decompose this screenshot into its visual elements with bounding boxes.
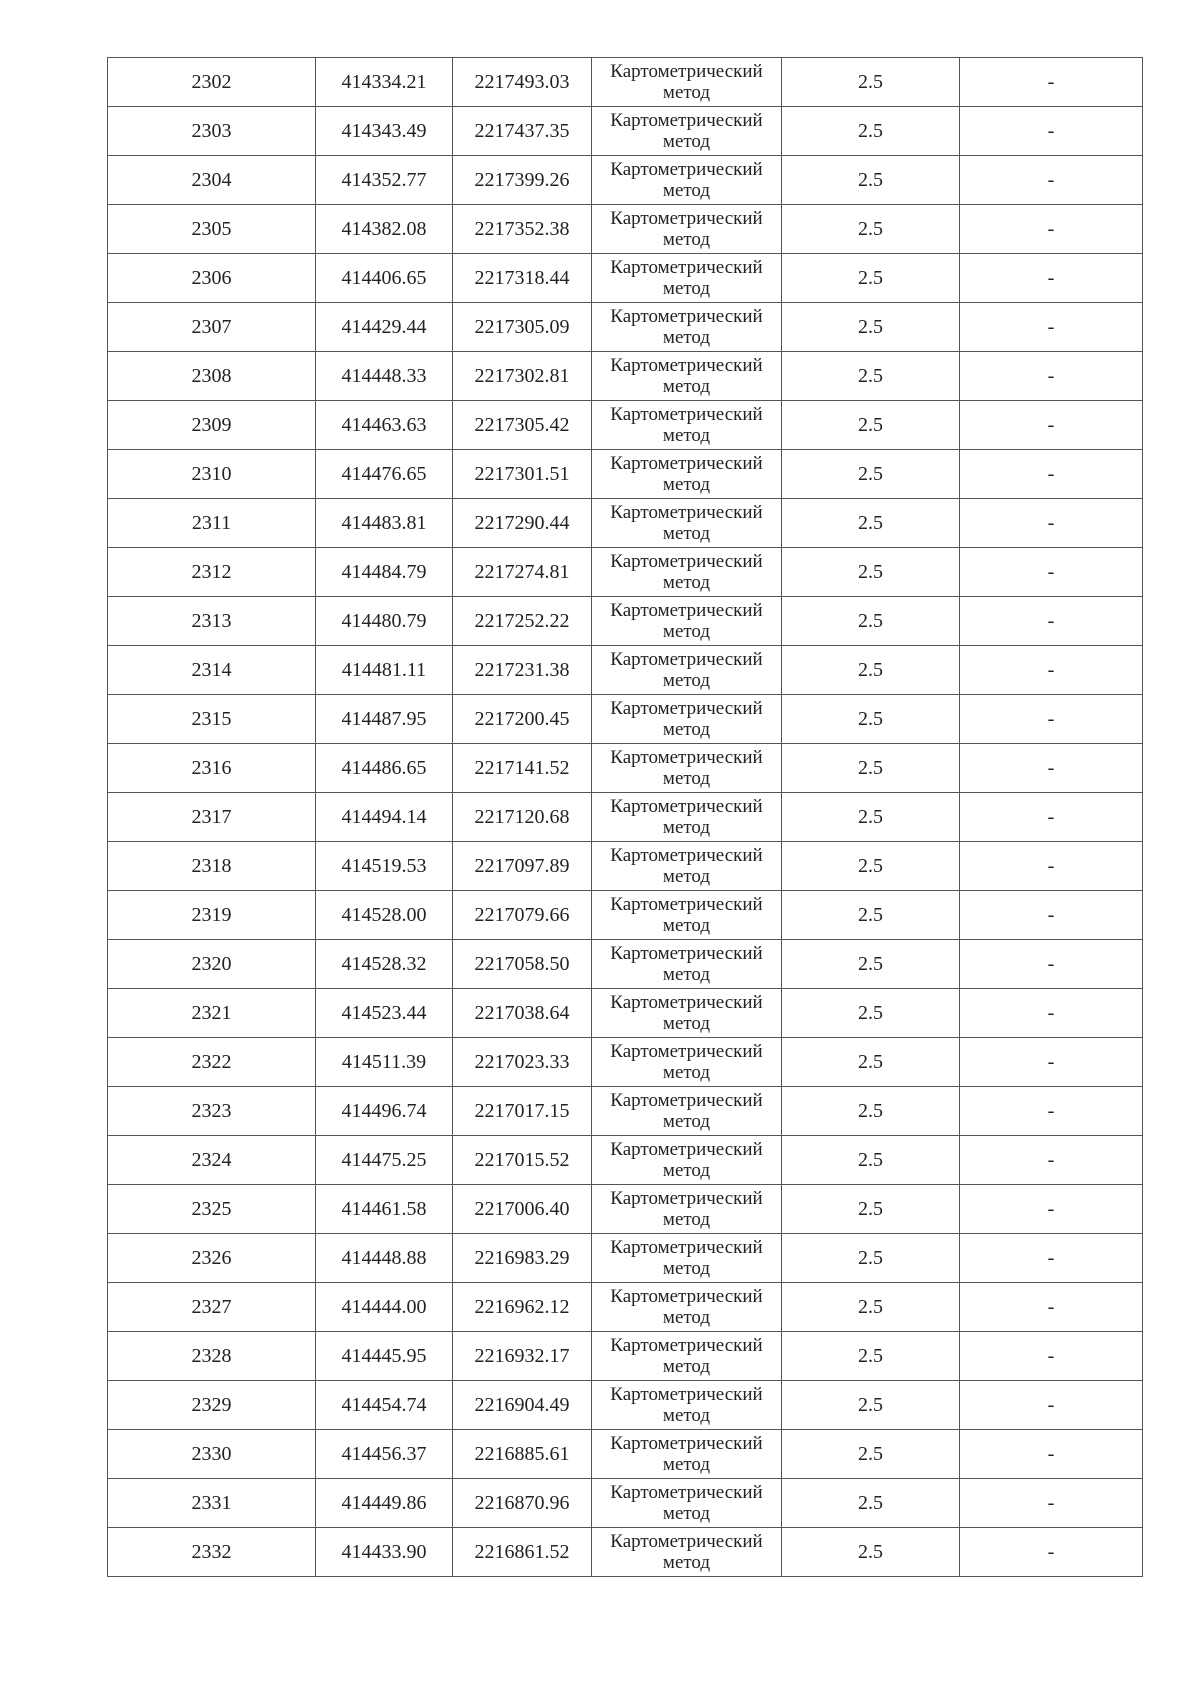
note-cell: - — [960, 1038, 1143, 1087]
point-number-cell: 2304 — [108, 156, 316, 205]
point-number-cell: 2324 — [108, 1136, 316, 1185]
method-cell — [592, 548, 782, 597]
table-row — [108, 842, 1143, 891]
accuracy-cell: 2.5 — [782, 1332, 960, 1381]
note-cell: - — [960, 1430, 1143, 1479]
accuracy-cell: 2.5 — [782, 205, 960, 254]
method-line-2: метод — [662, 621, 711, 642]
accuracy-cell: 2.5 — [782, 1038, 960, 1087]
method-cell — [592, 842, 782, 891]
method-line-2: метод — [662, 572, 711, 593]
y-coordinate-cell: 2217141.52 — [453, 744, 592, 793]
table-row — [108, 205, 1143, 254]
y-coordinate-cell: 2217120.68 — [453, 793, 592, 842]
y-coordinate-cell: 2216932.17 — [453, 1332, 592, 1381]
method-cell — [592, 695, 782, 744]
method-line-1: Картометрический — [610, 208, 763, 229]
y-coordinate-cell: 2217352.38 — [453, 205, 592, 254]
y-coordinate-cell: 2217399.26 — [453, 156, 592, 205]
x-coordinate-cell: 414456.37 — [316, 1430, 453, 1479]
x-coordinate-cell: 414352.77 — [316, 156, 453, 205]
method-cell — [592, 450, 782, 499]
y-coordinate-cell: 2217305.42 — [453, 401, 592, 450]
x-coordinate-cell: 414528.00 — [316, 891, 453, 940]
x-coordinate-cell: 414429.44 — [316, 303, 453, 352]
method-cell — [592, 352, 782, 401]
y-coordinate-cell: 2217301.51 — [453, 450, 592, 499]
method-line-2: метод — [662, 817, 711, 838]
method-line-1: Картометрический — [610, 257, 763, 278]
x-coordinate-cell: 414454.74 — [316, 1381, 453, 1430]
method-line-2: метод — [662, 180, 711, 201]
method-line-1: Картометрический — [610, 502, 763, 523]
y-coordinate-cell: 2217305.09 — [453, 303, 592, 352]
x-coordinate-cell: 414496.74 — [316, 1087, 453, 1136]
accuracy-cell: 2.5 — [782, 450, 960, 499]
accuracy-cell: 2.5 — [782, 352, 960, 401]
table-row — [108, 499, 1143, 548]
point-number-cell: 2303 — [108, 107, 316, 156]
method-line-2: метод — [662, 1454, 711, 1475]
x-coordinate-cell: 414486.65 — [316, 744, 453, 793]
method-cell — [592, 1185, 782, 1234]
point-number-cell: 2316 — [108, 744, 316, 793]
accuracy-cell: 2.5 — [782, 891, 960, 940]
method-line-1: Картометрический — [610, 747, 763, 768]
accuracy-cell: 2.5 — [782, 646, 960, 695]
accuracy-cell: 2.5 — [782, 499, 960, 548]
y-coordinate-cell: 2217290.44 — [453, 499, 592, 548]
note-cell: - — [960, 989, 1143, 1038]
y-coordinate-cell: 2216983.29 — [453, 1234, 592, 1283]
method-line-1: Картометрический — [610, 1090, 763, 1111]
method-line-1: Картометрический — [610, 355, 763, 376]
coordinates-table — [107, 57, 1143, 1577]
method-line-1: Картометрический — [610, 1531, 763, 1552]
method-line-2: метод — [662, 1013, 711, 1034]
point-number-cell: 2317 — [108, 793, 316, 842]
table-row — [108, 1430, 1143, 1479]
method-line-1: Картометрический — [610, 1237, 763, 1258]
y-coordinate-cell: 2216861.52 — [453, 1528, 592, 1577]
y-coordinate-cell: 2217079.66 — [453, 891, 592, 940]
accuracy-cell: 2.5 — [782, 1136, 960, 1185]
note-cell: - — [960, 499, 1143, 548]
method-line-1: Картометрический — [610, 404, 763, 425]
note-cell: - — [960, 156, 1143, 205]
accuracy-cell: 2.5 — [782, 989, 960, 1038]
method-line-1: Картометрический — [610, 845, 763, 866]
accuracy-cell: 2.5 — [782, 1283, 960, 1332]
note-cell: - — [960, 1528, 1143, 1577]
method-line-2: метод — [662, 670, 711, 691]
method-cell — [592, 1381, 782, 1430]
x-coordinate-cell: 414449.86 — [316, 1479, 453, 1528]
y-coordinate-cell: 2217058.50 — [453, 940, 592, 989]
method-line-2: метод — [662, 229, 711, 250]
method-line-2: метод — [662, 1503, 711, 1524]
accuracy-cell: 2.5 — [782, 1381, 960, 1430]
note-cell: - — [960, 1479, 1143, 1528]
method-line-2: метод — [662, 1552, 711, 1573]
method-cell — [592, 58, 782, 107]
method-cell — [592, 646, 782, 695]
x-coordinate-cell: 414487.95 — [316, 695, 453, 744]
method-cell — [592, 1234, 782, 1283]
method-line-2: метод — [662, 327, 711, 348]
point-number-cell: 2329 — [108, 1381, 316, 1430]
table-row — [108, 940, 1143, 989]
x-coordinate-cell: 414445.95 — [316, 1332, 453, 1381]
x-coordinate-cell: 414334.21 — [316, 58, 453, 107]
y-coordinate-cell: 2217006.40 — [453, 1185, 592, 1234]
method-line-2: метод — [662, 1062, 711, 1083]
x-coordinate-cell: 414444.00 — [316, 1283, 453, 1332]
method-line-2: метод — [662, 866, 711, 887]
method-line-1: Картометрический — [610, 943, 763, 964]
method-line-2: метод — [662, 82, 711, 103]
point-number-cell: 2323 — [108, 1087, 316, 1136]
method-line-1: Картометрический — [610, 1286, 763, 1307]
method-line-1: Картометрический — [610, 453, 763, 474]
method-line-2: метод — [662, 719, 711, 740]
method-line-2: метод — [662, 278, 711, 299]
table-row — [108, 744, 1143, 793]
y-coordinate-cell: 2217437.35 — [453, 107, 592, 156]
x-coordinate-cell: 414475.25 — [316, 1136, 453, 1185]
x-coordinate-cell: 414476.65 — [316, 450, 453, 499]
method-line-2: метод — [662, 1258, 711, 1279]
method-line-1: Картометрический — [610, 698, 763, 719]
method-cell — [592, 891, 782, 940]
method-line-1: Картометрический — [610, 1335, 763, 1356]
point-number-cell: 2321 — [108, 989, 316, 1038]
accuracy-cell: 2.5 — [782, 58, 960, 107]
x-coordinate-cell: 414406.65 — [316, 254, 453, 303]
table-row — [108, 401, 1143, 450]
point-number-cell: 2318 — [108, 842, 316, 891]
table-row — [108, 254, 1143, 303]
accuracy-cell: 2.5 — [782, 303, 960, 352]
x-coordinate-cell: 414448.33 — [316, 352, 453, 401]
x-coordinate-cell: 414494.14 — [316, 793, 453, 842]
note-cell: - — [960, 646, 1143, 695]
note-cell: - — [960, 254, 1143, 303]
note-cell: - — [960, 891, 1143, 940]
y-coordinate-cell: 2217493.03 — [453, 58, 592, 107]
point-number-cell: 2327 — [108, 1283, 316, 1332]
note-cell: - — [960, 401, 1143, 450]
table-row — [108, 891, 1143, 940]
y-coordinate-cell: 2217097.89 — [453, 842, 592, 891]
note-cell: - — [960, 205, 1143, 254]
coordinates-table-body — [108, 58, 1143, 1577]
table-row — [108, 989, 1143, 1038]
y-coordinate-cell: 2217274.81 — [453, 548, 592, 597]
method-line-2: метод — [662, 1356, 711, 1377]
method-cell — [592, 1087, 782, 1136]
note-cell: - — [960, 695, 1143, 744]
accuracy-cell: 2.5 — [782, 1185, 960, 1234]
accuracy-cell: 2.5 — [782, 254, 960, 303]
table-row — [108, 1087, 1143, 1136]
note-cell: - — [960, 107, 1143, 156]
point-number-cell: 2306 — [108, 254, 316, 303]
method-cell — [592, 597, 782, 646]
note-cell: - — [960, 352, 1143, 401]
method-cell — [592, 1136, 782, 1185]
method-line-1: Картометрический — [610, 1041, 763, 1062]
note-cell: - — [960, 303, 1143, 352]
x-coordinate-cell: 414511.39 — [316, 1038, 453, 1087]
x-coordinate-cell: 414463.63 — [316, 401, 453, 450]
x-coordinate-cell: 414484.79 — [316, 548, 453, 597]
y-coordinate-cell: 2216870.96 — [453, 1479, 592, 1528]
point-number-cell: 2305 — [108, 205, 316, 254]
table-row — [108, 303, 1143, 352]
method-line-2: метод — [662, 1160, 711, 1181]
method-cell — [592, 205, 782, 254]
point-number-cell: 2302 — [108, 58, 316, 107]
note-cell: - — [960, 1234, 1143, 1283]
method-cell — [592, 303, 782, 352]
note-cell: - — [960, 1136, 1143, 1185]
table-row — [108, 1038, 1143, 1087]
table-row — [108, 548, 1143, 597]
point-number-cell: 2325 — [108, 1185, 316, 1234]
y-coordinate-cell: 2217302.81 — [453, 352, 592, 401]
note-cell: - — [960, 1283, 1143, 1332]
table-row — [108, 450, 1143, 499]
table-row — [108, 1136, 1143, 1185]
method-line-2: метод — [662, 376, 711, 397]
point-number-cell: 2307 — [108, 303, 316, 352]
table-row — [108, 646, 1143, 695]
note-cell: - — [960, 597, 1143, 646]
method-line-1: Картометрический — [610, 649, 763, 670]
accuracy-cell: 2.5 — [782, 548, 960, 597]
accuracy-cell: 2.5 — [782, 1528, 960, 1577]
y-coordinate-cell: 2217318.44 — [453, 254, 592, 303]
method-line-1: Картометрический — [610, 1482, 763, 1503]
method-line-1: Картометрический — [610, 894, 763, 915]
accuracy-cell: 2.5 — [782, 597, 960, 646]
method-line-1: Картометрический — [610, 796, 763, 817]
table-row — [108, 1332, 1143, 1381]
method-cell — [592, 254, 782, 303]
note-cell: - — [960, 1332, 1143, 1381]
x-coordinate-cell: 414523.44 — [316, 989, 453, 1038]
y-coordinate-cell: 2217038.64 — [453, 989, 592, 1038]
accuracy-cell: 2.5 — [782, 695, 960, 744]
point-number-cell: 2309 — [108, 401, 316, 450]
point-number-cell: 2308 — [108, 352, 316, 401]
x-coordinate-cell: 414343.49 — [316, 107, 453, 156]
y-coordinate-cell: 2216885.61 — [453, 1430, 592, 1479]
point-number-cell: 2322 — [108, 1038, 316, 1087]
y-coordinate-cell: 2217200.45 — [453, 695, 592, 744]
method-line-1: Картометрический — [610, 1384, 763, 1405]
y-coordinate-cell: 2216962.12 — [453, 1283, 592, 1332]
method-line-2: метод — [662, 523, 711, 544]
note-cell: - — [960, 793, 1143, 842]
y-coordinate-cell: 2217017.15 — [453, 1087, 592, 1136]
x-coordinate-cell: 414448.88 — [316, 1234, 453, 1283]
method-cell — [592, 1332, 782, 1381]
method-line-1: Картометрический — [610, 600, 763, 621]
table-row — [108, 1185, 1143, 1234]
accuracy-cell: 2.5 — [782, 107, 960, 156]
x-coordinate-cell: 414528.32 — [316, 940, 453, 989]
method-cell — [592, 107, 782, 156]
method-line-2: метод — [662, 1111, 711, 1132]
y-coordinate-cell: 2216904.49 — [453, 1381, 592, 1430]
method-cell — [592, 499, 782, 548]
table-row — [108, 1479, 1143, 1528]
method-cell — [592, 1283, 782, 1332]
table-row — [108, 1283, 1143, 1332]
table-row — [108, 793, 1143, 842]
method-cell — [592, 401, 782, 450]
method-line-1: Картометрический — [610, 1433, 763, 1454]
table-row — [108, 58, 1143, 107]
note-cell: - — [960, 450, 1143, 499]
method-cell — [592, 1528, 782, 1577]
accuracy-cell: 2.5 — [782, 1479, 960, 1528]
accuracy-cell: 2.5 — [782, 1234, 960, 1283]
method-cell — [592, 1038, 782, 1087]
note-cell: - — [960, 744, 1143, 793]
method-line-2: метод — [662, 768, 711, 789]
table-row — [108, 352, 1143, 401]
point-number-cell: 2310 — [108, 450, 316, 499]
method-line-2: метод — [662, 915, 711, 936]
accuracy-cell: 2.5 — [782, 1430, 960, 1479]
method-line-1: Картометрический — [610, 992, 763, 1013]
point-number-cell: 2331 — [108, 1479, 316, 1528]
x-coordinate-cell: 414519.53 — [316, 842, 453, 891]
method-line-2: метод — [662, 1405, 711, 1426]
note-cell: - — [960, 1381, 1143, 1430]
point-number-cell: 2315 — [108, 695, 316, 744]
method-line-1: Картометрический — [610, 551, 763, 572]
method-line-2: метод — [662, 474, 711, 495]
table-row — [108, 695, 1143, 744]
note-cell: - — [960, 548, 1143, 597]
x-coordinate-cell: 414382.08 — [316, 205, 453, 254]
method-cell — [592, 744, 782, 793]
point-number-cell: 2314 — [108, 646, 316, 695]
x-coordinate-cell: 414461.58 — [316, 1185, 453, 1234]
point-number-cell: 2320 — [108, 940, 316, 989]
method-line-1: Картометрический — [610, 159, 763, 180]
accuracy-cell: 2.5 — [782, 744, 960, 793]
method-line-1: Картометрический — [610, 61, 763, 82]
x-coordinate-cell: 414433.90 — [316, 1528, 453, 1577]
point-number-cell: 2312 — [108, 548, 316, 597]
accuracy-cell: 2.5 — [782, 793, 960, 842]
accuracy-cell: 2.5 — [782, 156, 960, 205]
table-row — [108, 107, 1143, 156]
y-coordinate-cell: 2217231.38 — [453, 646, 592, 695]
point-number-cell: 2326 — [108, 1234, 316, 1283]
method-line-2: метод — [662, 964, 711, 985]
table-row — [108, 1234, 1143, 1283]
note-cell: - — [960, 940, 1143, 989]
note-cell: - — [960, 58, 1143, 107]
method-line-1: Картометрический — [610, 1139, 763, 1160]
method-cell — [592, 1430, 782, 1479]
x-coordinate-cell: 414481.11 — [316, 646, 453, 695]
method-line-2: метод — [662, 1209, 711, 1230]
y-coordinate-cell: 2217023.33 — [453, 1038, 592, 1087]
note-cell: - — [960, 842, 1143, 891]
method-cell — [592, 989, 782, 1038]
table-row — [108, 156, 1143, 205]
method-line-2: метод — [662, 131, 711, 152]
accuracy-cell: 2.5 — [782, 940, 960, 989]
point-number-cell: 2311 — [108, 499, 316, 548]
x-coordinate-cell: 414483.81 — [316, 499, 453, 548]
table-row — [108, 597, 1143, 646]
x-coordinate-cell: 414480.79 — [316, 597, 453, 646]
method-cell — [592, 156, 782, 205]
method-cell — [592, 940, 782, 989]
table-row — [108, 1381, 1143, 1430]
point-number-cell: 2330 — [108, 1430, 316, 1479]
point-number-cell: 2328 — [108, 1332, 316, 1381]
method-cell — [592, 793, 782, 842]
accuracy-cell: 2.5 — [782, 1087, 960, 1136]
accuracy-cell: 2.5 — [782, 842, 960, 891]
point-number-cell: 2319 — [108, 891, 316, 940]
method-line-1: Картометрический — [610, 1188, 763, 1209]
table-row — [108, 1528, 1143, 1577]
method-line-2: метод — [662, 1307, 711, 1328]
note-cell: - — [960, 1087, 1143, 1136]
note-cell: - — [960, 1185, 1143, 1234]
y-coordinate-cell: 2217015.52 — [453, 1136, 592, 1185]
point-number-cell: 2332 — [108, 1528, 316, 1577]
point-number-cell: 2313 — [108, 597, 316, 646]
y-coordinate-cell: 2217252.22 — [453, 597, 592, 646]
method-line-1: Картометрический — [610, 110, 763, 131]
method-line-1: Картометрический — [610, 306, 763, 327]
accuracy-cell: 2.5 — [782, 401, 960, 450]
method-line-2: метод — [662, 425, 711, 446]
method-cell — [592, 1479, 782, 1528]
